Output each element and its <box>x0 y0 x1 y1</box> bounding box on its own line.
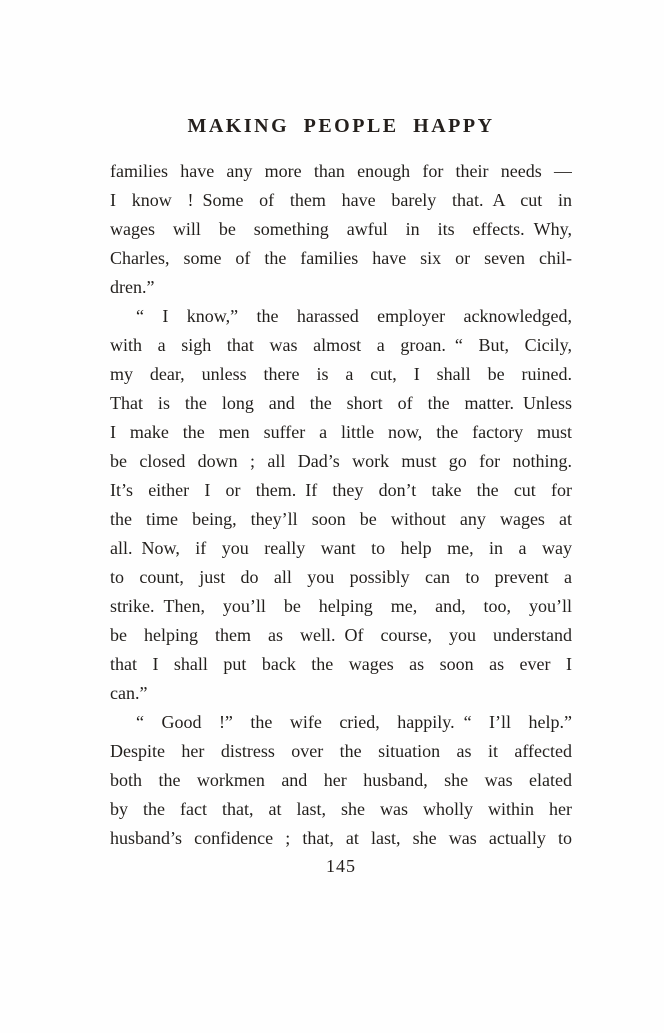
text-line: to count, just do all you possibly can to prevent a <box>110 567 572 587</box>
text-line: “ Good !” the wife cried, happily. “ I’ll help.” <box>136 712 572 732</box>
text-line: That is the long and the short of the matter. Unless <box>110 393 572 413</box>
text-line: be closed down ; all Dad’s work must go for nothing. <box>110 451 572 471</box>
text-line: husband’s confidence ; that, at last, she was actually to <box>110 828 572 848</box>
text-line: that I shall put back the wages as soon as ever I <box>110 654 572 674</box>
text-line: all. Now, if you really want to help me, in a way <box>110 538 572 558</box>
text-line: I make the men suffer a little now, the factory must <box>110 422 572 442</box>
text-block <box>110 157 572 853</box>
text-line: families have any more than enough for their needs — <box>110 161 572 181</box>
text-line: I know ! Some of them have barely that. A cut in <box>110 190 572 210</box>
text-line: “ I know,” the harassed employer acknowledged, <box>136 306 572 326</box>
text-line: my dear, unless there is a cut, I shall be ruined. <box>110 364 572 384</box>
text-line: both the workmen and her husband, she was elated <box>110 770 572 790</box>
text-line: by the fact that, at last, she was wholly within her <box>110 799 572 819</box>
text-line: be helping them as well. Of course, you understand <box>110 625 572 645</box>
text-line: can.” <box>110 683 148 703</box>
page-title: MAKING PEOPLE HAPPY <box>187 115 495 137</box>
text-line: wages will be something awful in its effects. Why, <box>110 219 572 239</box>
text-line: with a sigh that was almost a groan. “ But, Cicily, <box>110 335 572 355</box>
text-line: strike. Then, you’ll be helping me, and, too, you’ll <box>110 596 572 616</box>
text-line: dren.” <box>110 277 155 297</box>
text-line: the time being, they’ll soon be without any wages at <box>110 509 572 529</box>
page-number: 145 <box>326 856 356 876</box>
text-line: Charles, some of the families have six or seven chil- <box>110 248 572 268</box>
text-line: Despite her distress over the situation as it affected <box>110 741 572 761</box>
text-line: It’s either I or them. If they don’t take the cut for <box>110 480 572 500</box>
